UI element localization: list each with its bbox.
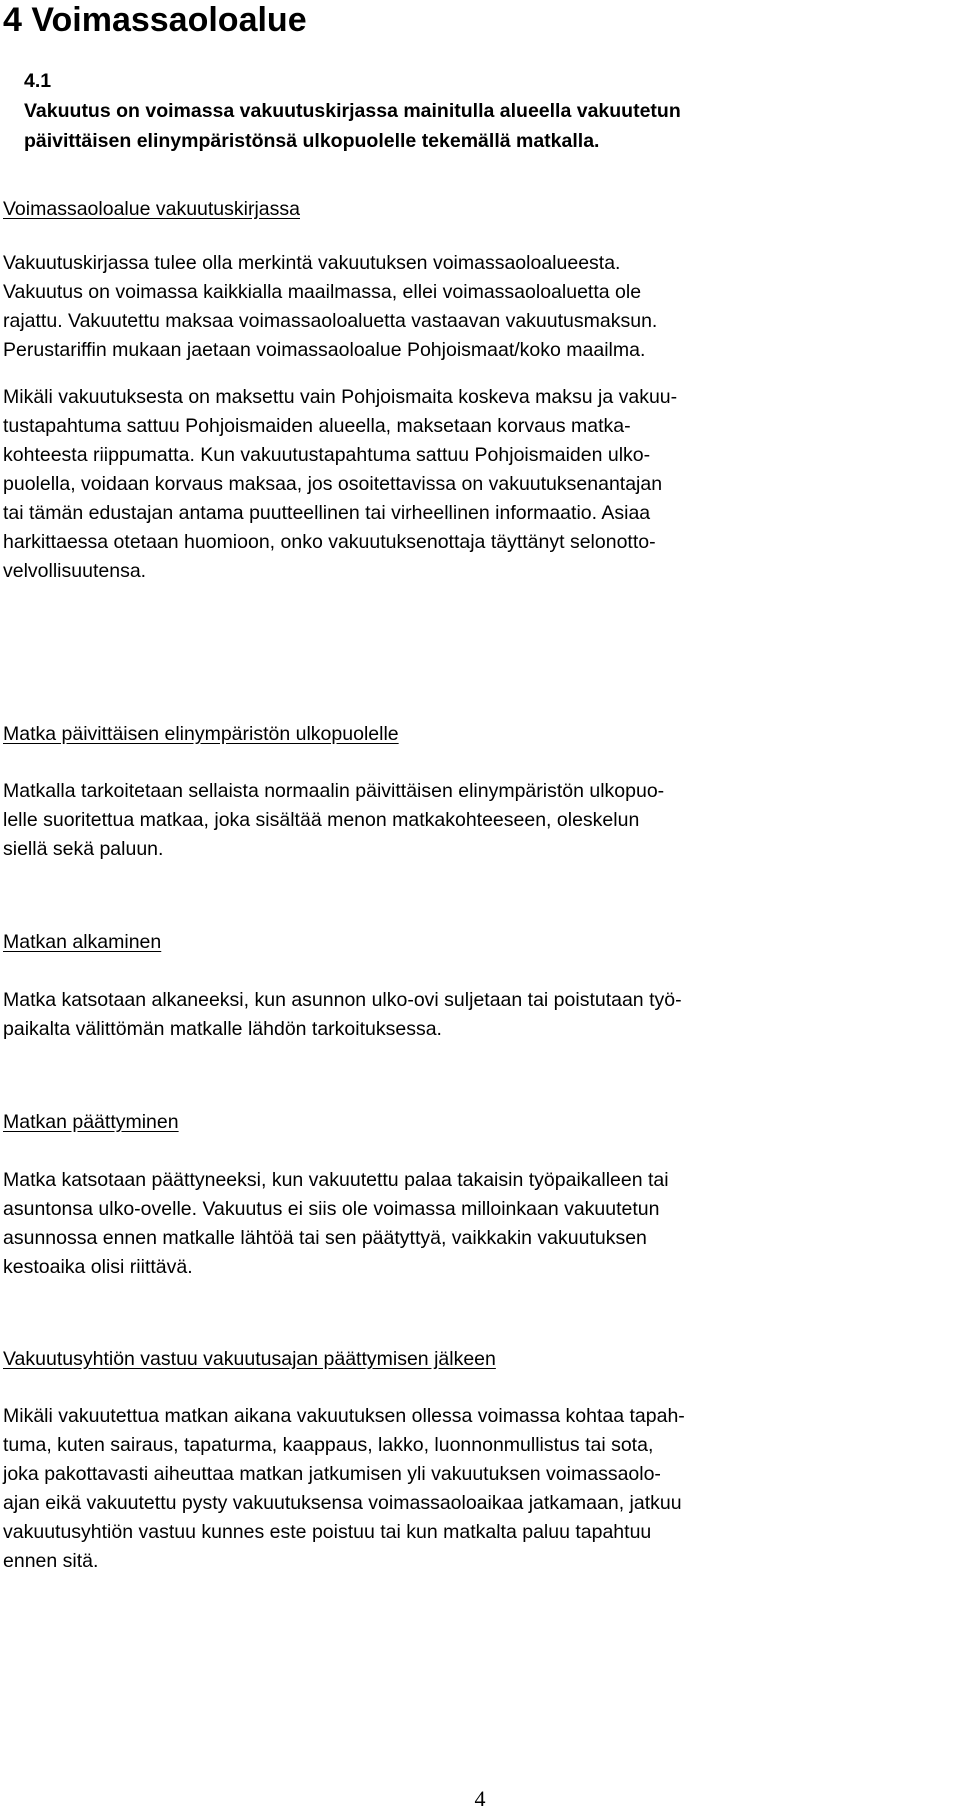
paragraph-line: siellä sekä paluun. <box>3 838 164 860</box>
section-paragraph <box>3 383 943 586</box>
page-number: 4 <box>474 1786 486 1811</box>
section-heading: Matkan päättyminen <box>3 1111 179 1133</box>
paragraph-line: kestoaika olisi riittävä. <box>3 1256 193 1278</box>
section-paragraph <box>3 1402 943 1576</box>
section-paragraph <box>3 986 943 1044</box>
paragraph-line: vakuutusyhtiön vastuu kunnes este poistuu tai kun matkalta paluu tapahtuu <box>3 1521 652 1543</box>
paragraph-line: asuntonsa ulko-ovelle. Vakuutus ei siis ole voimassa milloinkaan vakuutetun <box>3 1198 660 1220</box>
paragraph-line: puolella, voidaan korvaus maksaa, jos osoitettavissa on vakuutuksenantajan <box>3 473 663 495</box>
clause-text-line: Vakuutus on voimassa vakuutuskirjassa mainitulla alueella vakuutetun <box>24 100 681 122</box>
section-paragraph <box>3 1166 943 1282</box>
paragraph-line: paikalta välittömän matkalle lähdön tarkoituksessa. <box>3 1018 442 1040</box>
section-paragraph <box>3 249 943 365</box>
paragraph-line: rajattu. Vakuutettu maksaa voimassaoloaluetta vastaavan vakuutusmaksun. <box>3 310 658 332</box>
paragraph-line: Matka katsotaan alkaneeksi, kun asunnon ulko-ovi suljetaan tai poistutaan työ- <box>3 989 682 1011</box>
paragraph-line: kohteesta riippumatta. Kun vakuutustapahtuma sattuu Pohjoismaiden ulko- <box>3 444 651 466</box>
clause-4-1 <box>24 66 944 156</box>
clause-number: 4.1 <box>24 70 52 92</box>
paragraph-line: Mikäli vakuutuksesta on maksettu vain Pohjoismaita koskeva maksu ja vakuu- <box>3 386 678 408</box>
chapter-title: 4 Voimassaoloalue <box>3 1 307 39</box>
paragraph-line: Perustariffin mukaan jaetaan voimassaoloalue Pohjoismaat/koko maailma. <box>3 339 646 361</box>
paragraph-line: Matkalla tarkoitetaan sellaista normaalin päivittäisen elinympäristön ulkopuo- <box>3 780 665 802</box>
paragraph-line: joka pakottavasti aiheuttaa matkan jatkumisen yli vakuutuksen voimassaolo- <box>3 1463 661 1485</box>
clause-text-line: päivittäisen elinympäristönsä ulkopuolelle tekemällä matkalla. <box>24 130 600 152</box>
section-paragraph <box>3 777 943 864</box>
paragraph-line: tustapahtuma sattuu Pohjoismaiden alueella, maksetaan korvaus matka- <box>3 415 631 437</box>
section-heading: Matkan alkaminen <box>3 931 162 953</box>
section-heading: Vakuutusyhtiön vastuu vakuutusajan päättymisen jälkeen <box>3 1348 496 1370</box>
paragraph-line: ajan eikä vakuutettu pysty vakuutuksensa voimassaoloaikaa jatkamaan, jatkuu <box>3 1492 682 1514</box>
paragraph-line: velvollisuutensa. <box>3 560 147 582</box>
paragraph-line: Matka katsotaan päättyneeksi, kun vakuutettu palaa takaisin työpaikalleen tai <box>3 1169 669 1191</box>
paragraph-line: lelle suoritettua matkaa, joka sisältää menon matkakohteeseen, oleskelun <box>3 809 640 831</box>
paragraph-line: Vakuutus on voimassa kaikkialla maailmassa, ellei voimassaoloaluetta ole <box>3 281 642 303</box>
paragraph-line: Mikäli vakuutettua matkan aikana vakuutuksen ollessa voimassa kohtaa tapah- <box>3 1405 685 1427</box>
section-heading: Voimassaoloalue vakuutuskirjassa <box>3 198 300 220</box>
paragraph-line: tuma, kuten sairaus, tapaturma, kaappaus, lakko, luonnonmullistus tai sota, <box>3 1434 654 1456</box>
paragraph-line: tai tämän edustajan antama puutteellinen tai virheellinen informaatio. Asiaa <box>3 502 651 524</box>
paragraph-line: harkittaessa otetaan huomioon, onko vakuutuksenottaja täyttänyt selonotto- <box>3 531 656 553</box>
paragraph-line: Vakuutuskirjassa tulee olla merkintä vakuutuksen voimassaoloalueesta. <box>3 252 621 274</box>
section-heading: Matka päivittäisen elinympäristön ulkopuolelle <box>3 723 399 745</box>
paragraph-line: ennen sitä. <box>3 1550 99 1572</box>
paragraph-line: asunnossa ennen matkalle lähtöä tai sen päätyttyä, vaikkakin vakuutuksen <box>3 1227 647 1249</box>
